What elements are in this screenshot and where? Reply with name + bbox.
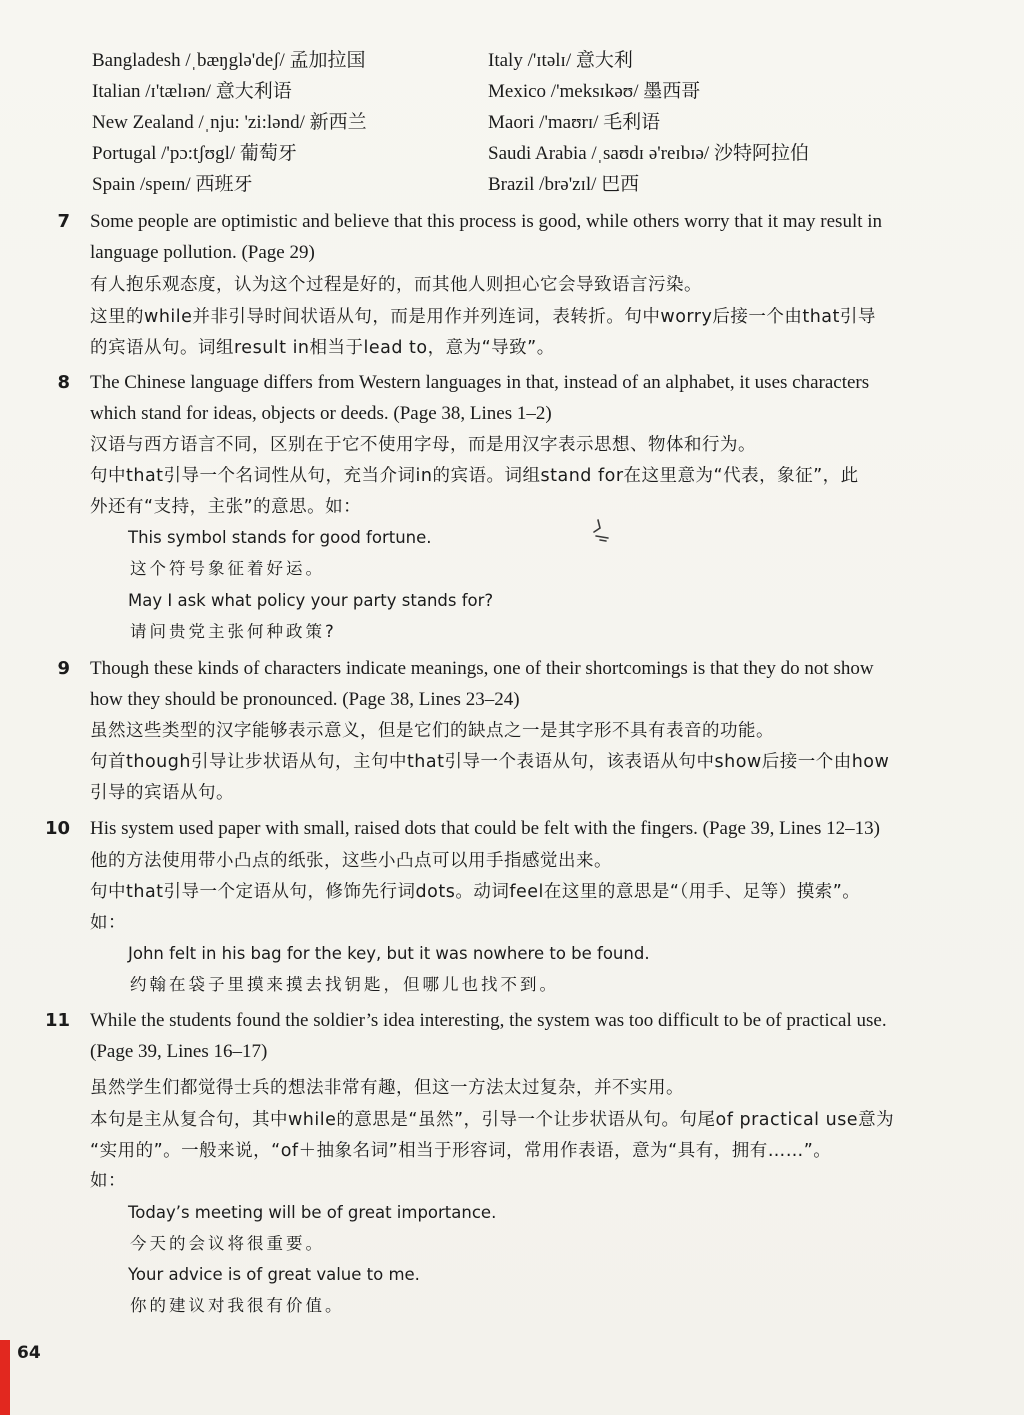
- vocab-row: [92, 77, 992, 107]
- explanation-line: 如：: [90, 913, 126, 933]
- item-number: 7: [57, 211, 70, 232]
- item-number: 11: [44, 1010, 70, 1031]
- page-number: 64: [17, 1343, 41, 1363]
- vocab-row: [92, 139, 992, 169]
- explanation-line: 的宾语从句。词组result in相当于lead to，意为“导致”。: [90, 338, 555, 358]
- example-translation: 请问贵党主张何种政策?: [130, 622, 337, 641]
- sentence-line: (Page 39, Lines 16–17): [90, 1041, 268, 1062]
- example-sentence: Your advice is of great value to me.: [128, 1265, 420, 1284]
- item-number: 8: [57, 372, 70, 393]
- example-sentence: May I ask what policy your party stands for?: [128, 591, 494, 610]
- page-color-tab: [0, 1340, 10, 1415]
- item-number: 9: [57, 658, 70, 679]
- pencil-mark-icon: [590, 518, 612, 544]
- explanation-line: “实用的”。一般来说，“of＋抽象名词”相当于形容词，常用作表语，意为“具有，拥有……”。: [90, 1141, 832, 1161]
- explanation-line: 引导的宾语从句。: [90, 783, 234, 803]
- example-translation: 约翰在袋子里摸来摸去找钥匙，但哪儿也找不到。: [130, 975, 559, 994]
- explanation-line: 句中that引导一个名词性从句，充当介词in的宾语。词组stand for在这里意为“代表，象征”，此: [90, 466, 859, 486]
- sentence-line: His system used paper with small, raised dots that could be felt with the fingers. (Page 39, Lines 12–13): [90, 818, 880, 839]
- vocab-entry: Mexico /'meksɪkəʊ/ 墨西哥: [488, 81, 701, 102]
- translation-line: 虽然这些类型的汉字能够表示意义，但是它们的缺点之一是其字形不具有表音的功能。: [90, 721, 774, 741]
- example-translation: 这个符号象征着好运。: [130, 559, 325, 578]
- example-sentence: This symbol stands for good fortune.: [128, 528, 432, 547]
- vocab-entry: Portugal /'pɔ:tʃʊgl/ 葡萄牙: [92, 143, 297, 164]
- vocab-entry: Italian /ɪ'tælɪən/ 意大利语: [92, 81, 292, 102]
- explanation-line: 句中that引导一个定语从句，修饰先行词dots。动词feel在这里的意思是“（用手、足等）摸索”。: [90, 882, 861, 902]
- translation-line: 虽然学生们都觉得士兵的想法非常有趣，但这一方法太过复杂，并不实用。: [90, 1078, 684, 1098]
- vocab-entry: New Zealand /ˌnju: 'zi:lənd/ 新西兰: [92, 112, 367, 133]
- sentence-line: Some people are optimistic and believe that this process is good, while others worry that it may result in: [90, 211, 883, 232]
- sentence-line: language pollution. (Page 29): [90, 242, 315, 263]
- vocab-entry: Saudi Arabia /ˌsaʊdɪ ə'reɪbɪə/ 沙特阿拉伯: [488, 143, 809, 164]
- explanation-line: 句首though引导让步状语从句，主句中that引导一个表语从句，该表语从句中show后接一个由how: [90, 752, 890, 772]
- translation-line: 他的方法使用带小凸点的纸张，这些小凸点可以用手指感觉出来。: [90, 851, 612, 871]
- explanation-line: 外还有“支持，主张”的意思。如：: [90, 497, 362, 517]
- vocab-entry: Maori /'maʊrɪ/ 毛利语: [488, 112, 661, 133]
- vocab-entry: Italy /'ɪtəlɪ/ 意大利: [488, 50, 633, 71]
- vocab-entry: Brazil /brə'zɪl/ 巴西: [488, 174, 640, 195]
- example-translation: 今天的会议将很重要。: [130, 1234, 325, 1253]
- sentence-line: how they should be pronounced. (Page 38, Lines 23–24): [90, 689, 520, 710]
- sentence-line: The Chinese language differs from Western languages in that, instead of an alphabet, it uses characters: [90, 372, 870, 393]
- vocab-entry: Spain /speɪn/ 西班牙: [92, 174, 253, 195]
- vocab-entry: Bangladesh /ˌbæŋglə'deʃ/ 孟加拉国: [92, 50, 366, 71]
- sentence-line: While the students found the soldier’s idea interesting, the system was too difficult to be of practical use.: [90, 1010, 887, 1031]
- sentence-line: which stand for ideas, objects or deeds. (Page 38, Lines 1–2): [90, 403, 552, 424]
- explanation-line: 本句是主从复合句，其中while的意思是“虽然”，引导一个让步状语从句。句尾of practical use意为: [90, 1110, 895, 1130]
- explanation-line: 这里的while并非引导时间状语从句，而是用作并列连词，表转折。句中worry后接一个由that引导: [90, 307, 876, 327]
- sentence-line: Though these kinds of characters indicate meanings, one of their shortcomings is that they do not show: [90, 658, 874, 679]
- translation-line: 有人抱乐观态度，认为这个过程是好的，而其他人则担心它会导致语言污染。: [90, 275, 702, 295]
- item-number: 10: [44, 818, 70, 839]
- explanation-line: 如：: [90, 1171, 126, 1191]
- vocab-row: [92, 108, 992, 138]
- example-sentence: Today’s meeting will be of great importance.: [128, 1203, 497, 1222]
- example-translation: 你的建议对我很有价值。: [130, 1296, 345, 1315]
- example-sentence: John felt in his bag for the key, but it was nowhere to be found.: [128, 944, 650, 963]
- vocab-row: [92, 46, 992, 76]
- vocab-row: [92, 170, 992, 200]
- translation-line: 汉语与西方语言不同，区别在于它不使用字母，而是用汉字表示思想、物体和行为。: [90, 435, 756, 455]
